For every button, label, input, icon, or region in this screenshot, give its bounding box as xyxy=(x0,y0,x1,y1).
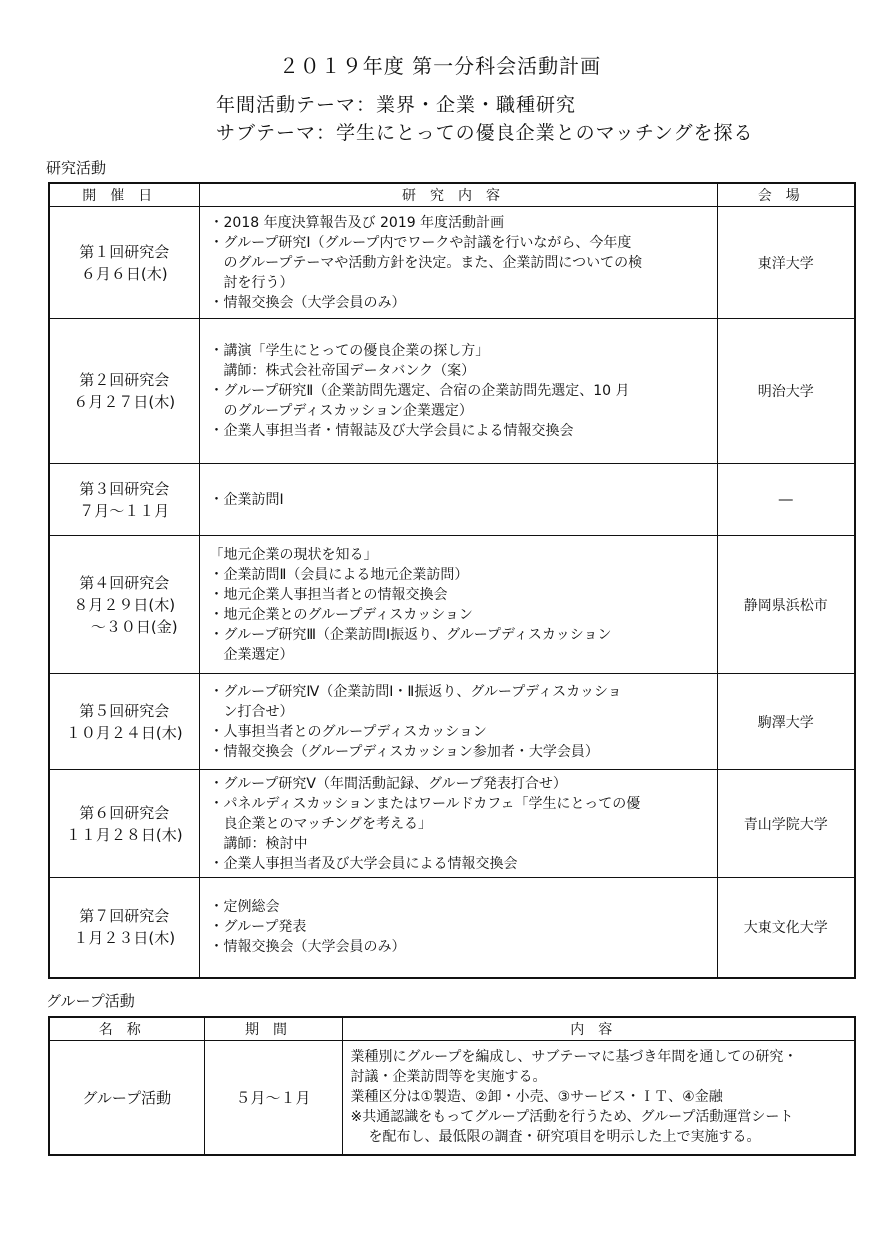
content-line: 業種区分は①製造、②卸・小売、③サービス・ＩＴ、④金融 xyxy=(350,1089,723,1106)
content-line: ・企業訪問Ⅱ（会員による地元企業訪問） xyxy=(209,566,469,583)
group-section-label: グループ活動 xyxy=(46,992,135,1010)
content-line: ・情報交換会（大学会員のみ） xyxy=(209,294,406,311)
content-line: ・グループ研究Ⅲ（企業訪問Ⅰ振返り、グループディスカッション xyxy=(209,626,612,643)
content-line: ・グループ研究Ⅰ（グループ内でワークや討議を行いながら、今年度 xyxy=(209,234,632,251)
venue-cell: 青山学院大学 xyxy=(717,770,855,878)
research-header-row xyxy=(49,183,855,207)
content-line: ・地元企業人事担当者との情報交換会 xyxy=(209,586,448,603)
venue-cell: ― xyxy=(717,464,855,536)
content-line: ・企業訪問Ⅰ xyxy=(209,491,284,508)
content-cell xyxy=(199,464,717,536)
meeting-cell xyxy=(49,770,199,878)
meeting-cell xyxy=(49,319,199,464)
meeting-cell xyxy=(49,674,199,770)
content-line: ・企業人事担当者及び大学会員による情報交換会 xyxy=(209,855,518,872)
content-line: 討議・企業訪問等を実施する。 xyxy=(350,1069,547,1086)
group-content-cell xyxy=(342,1041,855,1155)
content-cell xyxy=(199,770,717,878)
content-line: 講師：株式会社帝国データバンク（案） xyxy=(223,363,476,379)
group-header-row xyxy=(49,1017,855,1041)
content-line: ・情報交換会（グループディスカッション参加者・大学会員） xyxy=(209,743,599,760)
content-line: ・定例総会 xyxy=(209,899,280,916)
content-line: ・地元企業とのグループディスカッション xyxy=(209,606,473,623)
content-line: ・講演「学生にとっての優良企業の探し方」 xyxy=(209,343,490,359)
meeting-name: 第３回研究会 xyxy=(79,479,170,498)
meeting-date: ６月６日(木) xyxy=(80,264,168,283)
sub-theme: サブテーマ：学生にとっての優良企業とのマッチングを探る xyxy=(216,122,754,144)
content-line: を配布し、最低限の調査・研究項目を明示した上で実施する。 xyxy=(368,1129,761,1146)
content-cell xyxy=(199,536,717,674)
header-venue: 会場 xyxy=(717,183,855,207)
content-line: ・2018 年度決算報告及び 2019 年度活動計画 xyxy=(209,214,505,231)
annual-theme: 年間活動テーマ：業界・企業・職種研究 xyxy=(216,94,577,116)
meeting-name: 第７回研究会 xyxy=(79,907,170,926)
content-line: ・グループ研究Ⅴ（年間活動記録、グループ発表打合せ） xyxy=(209,775,567,792)
meeting-name: 第４回研究会 xyxy=(79,573,170,592)
content-line: ・グループ研究Ⅱ（企業訪問先選定、合宿の企業訪問先選定、10 月 xyxy=(209,383,630,399)
table-row xyxy=(49,674,855,770)
content-line: ・グループ発表 xyxy=(209,919,307,936)
meeting-name: 第６回研究会 xyxy=(79,803,170,822)
venue-cell: 東洋大学 xyxy=(717,207,855,319)
content-line: 企業選定） xyxy=(223,646,294,663)
group-period-cell: ５月～１月 xyxy=(204,1041,342,1155)
header-period: 期間 xyxy=(204,1017,342,1041)
header-name: 名称 xyxy=(49,1017,204,1041)
content-line: のグループテーマや活動方針を決定。また、企業訪問についての検 xyxy=(223,254,643,271)
table-row xyxy=(49,464,855,536)
content-cell xyxy=(199,319,717,464)
group-table xyxy=(48,1016,856,1156)
meeting-date: １月２３日(木) xyxy=(73,929,176,948)
meeting-cell xyxy=(49,878,199,978)
table-row xyxy=(49,319,855,464)
content-line: ※共通認識をもってグループ活動を行うため、グループ活動運営シート xyxy=(350,1109,794,1126)
header-group-content: 内容 xyxy=(342,1017,855,1041)
content-line: 業種別にグループを編成し、サブテーマに基づき年間を通しての研究・ xyxy=(350,1049,798,1066)
content-line: 「地元企業の現状を知る」 xyxy=(209,546,378,563)
meeting-date: ８月２９日(木) xyxy=(73,595,176,614)
meeting-cell xyxy=(49,207,199,319)
table-row xyxy=(49,770,855,878)
header-date: 開催日 xyxy=(49,183,199,207)
meeting-name: 第５回研究会 xyxy=(79,701,170,720)
research-table xyxy=(48,182,856,979)
content-line: ・情報交換会（大学会員のみ） xyxy=(209,939,406,956)
content-line: ・パネルディスカッションまたはワールドカフェ「学生にとっての優 xyxy=(209,795,641,812)
meeting-cell xyxy=(49,536,199,674)
meeting-date-end: ～３０日(金) xyxy=(90,617,178,636)
table-row xyxy=(49,207,855,319)
content-line: のグループディスカッション企業選定） xyxy=(223,403,473,419)
content-line: 良企業とのマッチングを考える」 xyxy=(223,815,432,832)
research-section-label: 研究活動 xyxy=(46,159,107,177)
meeting-name: 第１回研究会 xyxy=(79,242,170,261)
content-line: 討を行う） xyxy=(223,274,294,291)
content-line: ・グループ研究Ⅳ（企業訪問Ⅰ・Ⅱ振返り、グループディスカッショ xyxy=(209,683,622,700)
meeting-name: 第２回研究会 xyxy=(79,371,170,389)
header-content: 研究内容 xyxy=(199,183,717,207)
group-name-cell: グループ活動 xyxy=(49,1041,204,1155)
content-cell xyxy=(199,674,717,770)
meeting-date: ７月～１１月 xyxy=(79,501,170,520)
venue-cell: 駒澤大学 xyxy=(717,674,855,770)
venue-cell: 静岡県浜松市 xyxy=(717,536,855,674)
content-line: ン打合せ） xyxy=(223,703,294,720)
meeting-cell xyxy=(49,464,199,536)
venue-cell: 明治大学 xyxy=(717,319,855,464)
venue-cell: 大東文化大学 xyxy=(717,878,855,978)
content-line: ・人事担当者とのグループディスカッション xyxy=(209,723,487,740)
page-title: ２０１９年度 第一分科会活動計画 xyxy=(278,54,602,78)
meeting-date: ６月２７日(木) xyxy=(73,393,176,411)
content-cell xyxy=(199,207,717,319)
content-cell xyxy=(199,878,717,978)
meeting-date: １０月２４日(木) xyxy=(65,723,183,742)
meeting-date: １１月２８日(木) xyxy=(65,825,183,844)
table-row xyxy=(49,1041,855,1155)
content-line: 講師：検討中 xyxy=(223,835,308,852)
content-line: ・企業人事担当者・情報誌及び大学会員による情報交換会 xyxy=(209,423,574,439)
table-row xyxy=(49,536,855,674)
table-row xyxy=(49,878,855,978)
